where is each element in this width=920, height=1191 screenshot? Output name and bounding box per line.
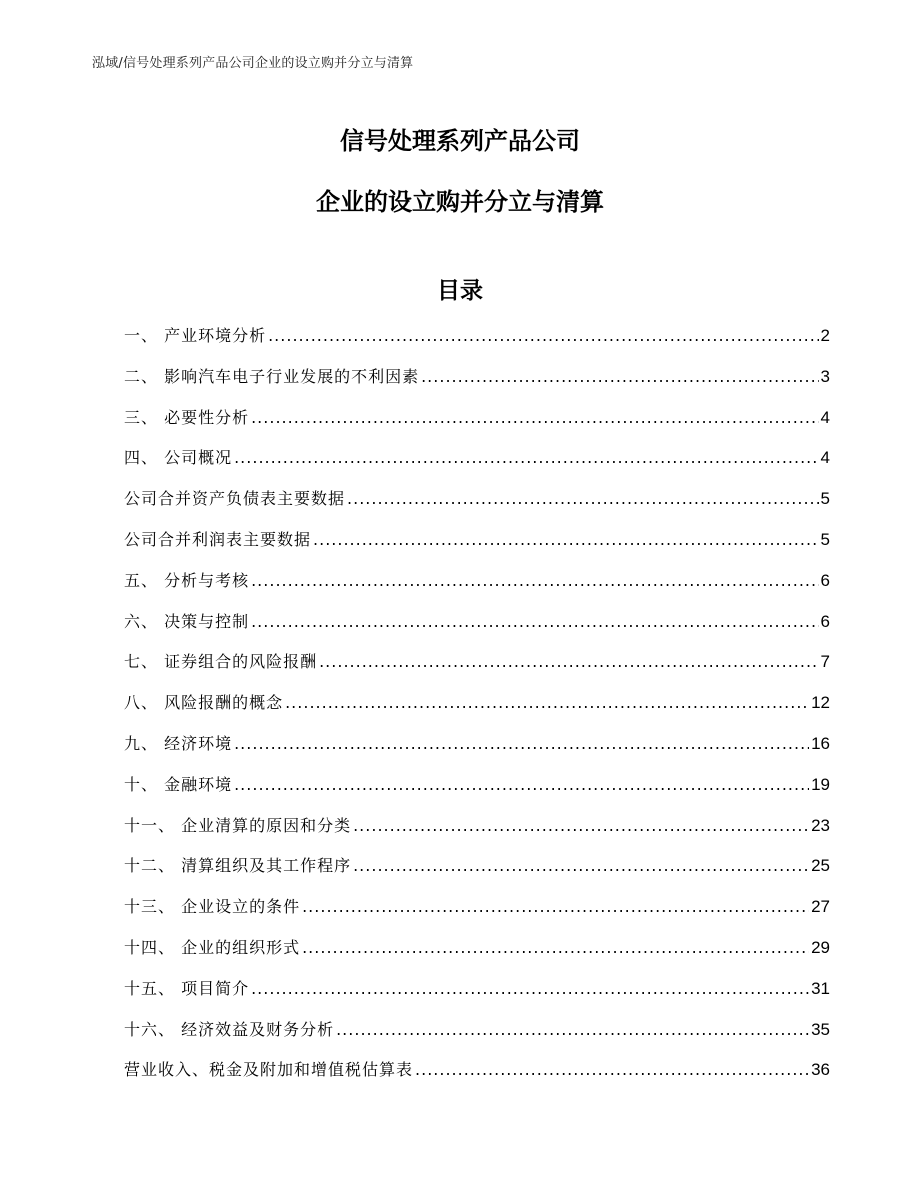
toc-entry-page-number: 29 [811,937,830,957]
toc-entry[interactable] [124,608,830,649]
toc-entry-page-number: 23 [811,815,830,835]
toc-entry-label: 公司合并利润表主要数据 [124,529,312,549]
toc-entry-label: 九、 经济环境 [124,733,233,753]
toc-dot-leader [268,322,818,350]
toc-entry[interactable] [124,485,830,526]
toc-entry-page-number: 6 [820,611,830,631]
toc-entry[interactable] [124,567,830,608]
toc-entry-label: 八、 风险报酬的概念 [124,693,284,713]
toc-entry-label: 七、 证券组合的风险报酬 [124,652,318,672]
document-title: 信号处理系列产品公司 [340,127,580,155]
toc-entry[interactable] [124,363,830,404]
toc-dot-leader [234,730,809,758]
toc-entry[interactable] [124,322,830,363]
toc-dot-leader [285,689,809,717]
toc-entry-label: 公司合并资产负债表主要数据 [124,489,346,509]
toc-entry-label: 五、 分析与考核 [124,570,250,590]
toc-entry-label: 十四、 企业的组织形式 [124,937,301,957]
toc-entry-label: 十二、 清算组织及其工作程序 [124,856,352,876]
toc-entry-page-number: 5 [820,489,830,509]
toc-entry[interactable] [124,404,830,445]
toc-entry[interactable] [124,526,830,567]
toc-entry[interactable] [124,893,830,934]
toc-dot-leader [415,1056,809,1084]
toc-entry-page-number: 5 [820,529,830,549]
toc-entry[interactable] [124,444,830,485]
toc-dot-leader [319,648,818,676]
toc-dot-leader [302,893,809,921]
toc-entry-page-number: 35 [811,1019,830,1039]
toc-entry-label: 三、 必要性分析 [124,407,250,427]
toc-entry-label: 十一、 企业清算的原因和分类 [124,815,352,835]
toc-entry-page-number: 4 [820,448,830,468]
toc-dot-leader [421,363,818,391]
toc-entry-page-number: 2 [820,326,830,345]
toc-dot-leader [251,975,809,1003]
toc-entry[interactable] [124,852,830,893]
toc-entry-label: 四、 公司概况 [124,448,233,468]
toc-dot-leader [336,1016,809,1044]
toc-entry-label: 营业收入、税金及附加和增值税估算表 [124,1060,414,1080]
toc-dot-leader [251,567,818,595]
toc-entry-label: 二、 影响汽车电子行业发展的不利因素 [124,366,420,386]
toc-entry-label: 六、 决策与控制 [124,611,250,631]
toc-entry[interactable] [124,771,830,812]
toc-dot-leader [353,812,809,840]
toc-entry[interactable] [124,812,830,853]
toc-heading: 目录 [437,278,483,304]
document-subtitle: 企业的设立购并分立与清算 [316,188,604,216]
toc-entry-page-number: 31 [811,978,830,998]
toc-entry-label: 十六、 经济效益及财务分析 [124,1019,335,1039]
toc-entry[interactable] [124,730,830,771]
toc-entry-page-number: 3 [820,366,830,386]
toc-entry-label: 十、 金融环境 [124,774,233,794]
toc-entry-page-number: 4 [820,407,830,427]
toc-entry[interactable] [124,648,830,689]
toc-dot-leader [313,526,819,554]
toc-entry[interactable] [124,689,830,730]
toc-entry-page-number: 27 [811,897,830,917]
toc-entry[interactable] [124,1016,830,1057]
toc-entry-page-number: 6 [820,570,830,590]
toc-entry-page-number: 16 [811,733,830,753]
toc-dot-leader [251,608,818,636]
toc-entry[interactable] [124,975,830,1016]
toc-entry-label: 十三、 企业设立的条件 [124,897,301,917]
toc-entry-page-number: 36 [811,1060,830,1080]
toc-entry-label: 一、 产业环境分析 [124,326,267,345]
toc-dot-leader [302,934,809,962]
toc-entry-page-number: 7 [820,652,830,672]
toc-dot-leader [353,852,809,880]
toc-dot-leader [347,485,819,513]
toc-dot-leader [234,444,818,472]
toc-entry-page-number: 25 [811,856,830,876]
toc-dot-leader [251,404,818,432]
toc-entry-page-number: 12 [811,693,830,713]
toc-entry[interactable] [124,934,830,975]
running-header: 泓域/信号处理系列产品公司企业的设立购并分立与清算 [92,56,414,71]
toc-entry[interactable] [124,1056,830,1097]
toc-entry-label: 十五、 项目简介 [124,978,250,998]
toc-entry-page-number: 19 [811,774,830,794]
table-of-contents [124,322,830,1097]
toc-dot-leader [234,771,809,799]
